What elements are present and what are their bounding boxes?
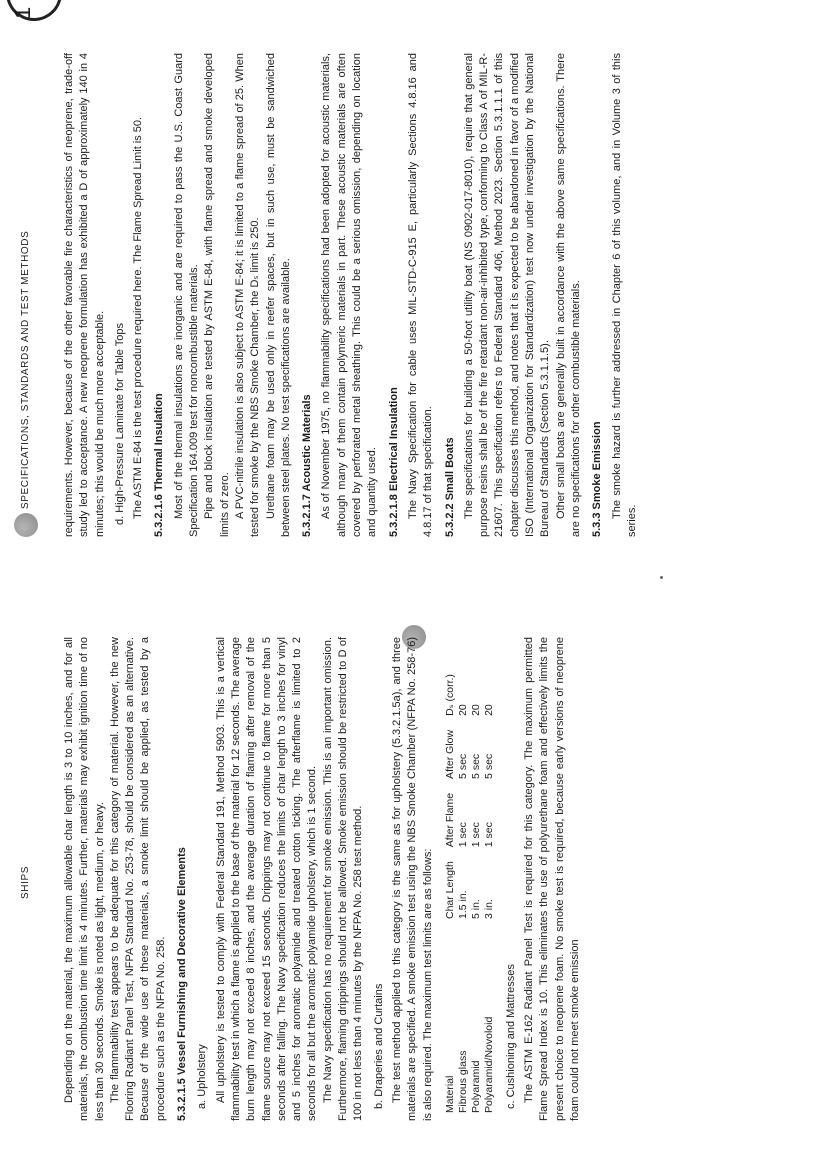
paragraph: requirements. However, because of the other favorable fire characteristics of neoprene, trade-off study led to acceptance. A new neoprene formulation has exhibited a D of approximately 140 in 4 minutes; this would be much more acceptable. (63, 53, 106, 537)
test-limits-table (444, 660, 496, 1113)
section-heading: 5.3.2.1.5 Vessel Furnishing and Decorative Elements (176, 847, 189, 1121)
paragraph: The ASTM E-162 Radiant Panel Test is required for this category. The maximum permitted Flame Spread Index is 10. This eliminates the use of polyurethane foam and effectively limits the present choice to neoprene foam. No smoke test is required, because early versions of neoprene foam could not meet smoke emission (523, 637, 582, 1121)
section-heading: 5.3.3 Smoke Emission (591, 421, 604, 537)
table-header-cell: After Glow (443, 729, 456, 779)
paragraph: The Navy Specification for cable uses MIL-STD-C-915 E, particularly Sections 4.8.16 and 4.8.17 of that specification. (406, 53, 435, 537)
table-cell: 5 in. (469, 899, 482, 919)
table-header-row (444, 660, 457, 1113)
table-cell: 3 in. (482, 899, 495, 919)
section-heading: 5.3.2.2 Small Boats (443, 437, 456, 537)
section-heading: 5.3.2.1.8 Electrical Insulation (387, 387, 400, 537)
table-cell: 1 sec (469, 822, 482, 848)
scan-speck (660, 576, 663, 579)
table-cell: 5 sec (456, 753, 469, 779)
running-head-right: SPECIFICATIONS, STANDARDS AND TEST METHODS (20, 230, 31, 509)
table-header-cell: Dₛ (corr.) (443, 674, 456, 716)
paragraph: As of November 1975, no flammability specifications had been adopted for acoustic materials, although many of them contain polymeric materials in part. These acoustic materials are often covered by perforated metal sheathing. This could be a serious omission, depending on location and quantity used. (320, 53, 379, 537)
table-cell: 1 sec (482, 822, 495, 848)
table-cell: 20 (469, 704, 482, 716)
table-row (470, 660, 483, 1113)
table-cell: 1 sec (456, 822, 469, 848)
paragraph: The test method applied to this category is the same as for upholstery (5.3.2.1.5a), and three materials are specified. A smoke emission test using the NBS Smoke Chamber (NFPA No. 258-76) is also required. The maximum test limits are as follows: (390, 637, 434, 1121)
paragraph: The ASTM E-84 is the test procedure required here. The Flame Spread Limit is 50. (132, 116, 145, 519)
subsection-heading: d. High-Pressure Laminate for Table Tops (113, 323, 126, 525)
table-cell: Polyaramid/Novoloid (482, 1016, 495, 1113)
table-row (483, 660, 496, 1113)
paragraph: The smoke hazard is further addressed in Chapter 6 of this volume, and in Volume 3 of this series. (610, 53, 638, 537)
right-column (62, 53, 640, 537)
subsection-heading: a. Upholstery (196, 1044, 209, 1109)
paragraph: The specifications for building a 50-foot utility boat (NS 0902-017-8010), require that general purpose resins shall be of the fire retardant non-air-inhibited type, conforming to Class A of MIL-R-21607. This specification refers to Federal Standard 406, Method 2023. Section 5.3.1.1.1 of this chapter discusses this method, and notes that it is expected to be abandoned in favor of a modified ISO (International Organization for Standardization) test now under investigation by the National Bureau of Standards (Section 5.3.1.1.5). (462, 53, 552, 537)
table-cell: 20 (456, 704, 469, 716)
section-heading: 5.3.2.1.7 Acoustic Materials (301, 394, 314, 537)
table-cell: 5 sec (469, 753, 482, 779)
paragraph: Depending on the material, the maximum allowable char length is 3 to 10 inches, and for all materials, the combustion time limit is 4 minutes. Further, materials may exhibit ignition time of no less than 30 seconds. Smoke is noted as light, medium, or heavy. (63, 637, 106, 1121)
subsection-heading: c. Cushioning and Mattresses (504, 964, 517, 1109)
left-column (62, 637, 583, 1121)
paragraph: Pipe and block insulation are tested by ASTM E-84, with flame spread and smoke developed limits of zero. (203, 53, 231, 537)
running-head-left: SHIPS (20, 865, 31, 899)
table-cell: 1.5 in. (456, 890, 469, 919)
paragraph: The Navy specification has no requirement for smoke emission. This is an important omission. Furthermore, flaming drippings should not be allowed. Smoke emission should be restricted to D of 100 in not less than 4 minutes by the NFPA No. 258 test method. (321, 637, 365, 1121)
paragraph: Urethane foam may be used only in reefer spaces, but in such use, must be sandwiched between steel plates. No test specifications are available. (264, 53, 292, 537)
paragraph: The flammability test appears to be adequate for this category of material. However, the new Flooring Radiant Panel Test, NFPA Standard No. 253-78, should be considered as an alternative. Because of the wide use of these materials, a smoke limit should be applied, as tested by a procedure such as the NFPA No. 258. (108, 637, 167, 1121)
table-cell: Fibrous glass (456, 1050, 469, 1113)
table-header-cell: Material (443, 1075, 456, 1113)
table-cell: Polyaramid (469, 1060, 482, 1113)
paragraph: All upholstery is tested to comply with Federal Standard 191, Method 5903. This is a vertical flammability test in which a flame is applied to the base of the material for 12 seconds. The average burn length may not exceed 8 inches, and the average duration of flaming after removal of the flame source may not exceed 15 seconds. Drippings may not continue to flame for more than 5 seconds after falling. The Navy specification reduces the limits of char length to 3 inches for vinyl and 5 inches for aromatic polyamide and treated cotton ticking. The afterflame is limited to 2 seconds for all but the aromatic polyamide upholstery, which is 1 second. (214, 637, 319, 1121)
table-cell: 5 sec (482, 753, 495, 779)
page-number: 1 (10, 6, 35, 19)
table-header-cell: After Flame (443, 792, 456, 848)
section-heading: 5.3.2.1.6 Thermal Insulation (153, 393, 166, 537)
punch-hole-icon (14, 513, 38, 537)
subsection-heading: b. Draperies and Curtains (372, 983, 385, 1109)
table-header-cell: Char Length (443, 861, 456, 919)
table-row (457, 660, 470, 1113)
paragraph: A PVC-nitrile insulation is also subject to ASTM E-84; it is limited to a flame spread of 25. When tested for smoke by the NBS Smoke Chamber, the Dₛ limit is 250. (233, 53, 262, 537)
table-cell: 20 (482, 704, 495, 716)
paragraph: Most of the thermal insulations are inorganic and are required to pass the U.S. Coast Guard Specification 164.009 test for noncombustible materials. (172, 53, 201, 537)
paragraph: Other small boats are generally built in accordance with the above same specifications. There are no specifications for other combustible materials. (554, 53, 582, 537)
